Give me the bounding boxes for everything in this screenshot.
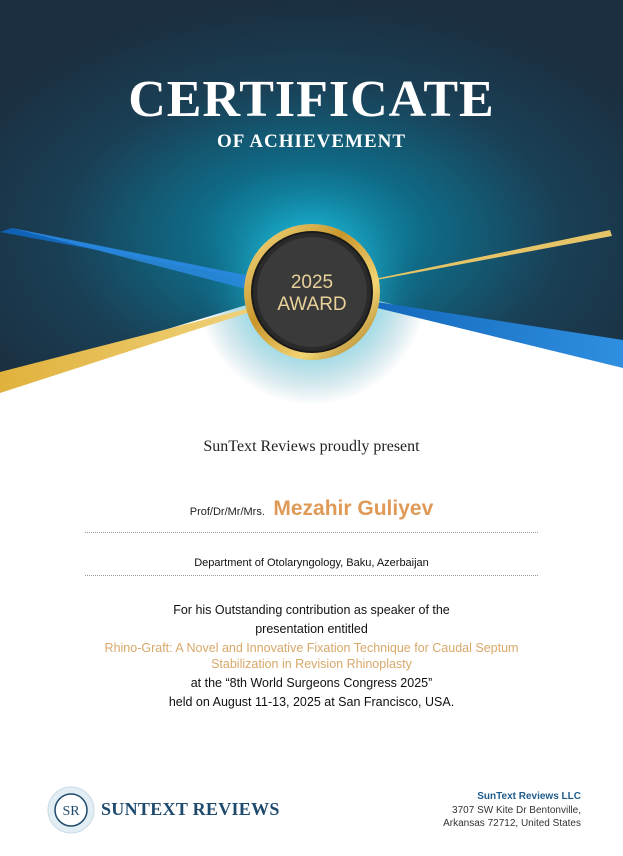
suntext-logo-icon (46, 785, 96, 835)
recipient-name: Mezahir Guliyev (273, 497, 434, 520)
presentation-title-line-2: Stabilization in Revision Rhinoplasty (211, 657, 412, 671)
award-year: 2025 (290, 272, 334, 293)
certificate-subtitle: OF ACHIEVEMENT (216, 131, 407, 152)
header-banner (0, 0, 623, 420)
address-line-2: Arkansas 72712, United States (443, 818, 581, 829)
name-divider (85, 532, 538, 533)
name-prefix: Prof/Dr/Mr/Mrs. (189, 506, 265, 518)
presenter-line: SunText Reviews proudly present (203, 438, 420, 455)
contribution-line-1: For his Outstanding contribution as speaker of the (173, 603, 450, 617)
date-location-line: held on August 11-13, 2025 at San Francisco, USA. (168, 695, 455, 709)
recipient-row (0, 497, 623, 521)
logo-monogram: SR (62, 804, 80, 819)
contribution-line-2: presentation entitled (255, 622, 368, 636)
certificate-title: CERTIFICATE (128, 71, 495, 128)
event-line: at the “8th World Surgeons Congress 2025” (190, 676, 433, 690)
company-name: SunText Reviews LLC (477, 791, 581, 802)
department-divider (85, 575, 538, 576)
department-text: Department of Otolaryngology, Baku, Azerbaijan (194, 557, 429, 569)
award-label: AWARD (277, 294, 347, 315)
logo-wordmark: SUNTEXT REVIEWS (101, 799, 280, 819)
banner-graphic (0, 0, 623, 420)
presentation-title-line-1: Rhino-Graft: A Novel and Innovative Fixation Technique for Caudal Septum (104, 641, 519, 655)
address-line-1: 3707 SW Kite Dr Bentonville, (452, 805, 581, 816)
